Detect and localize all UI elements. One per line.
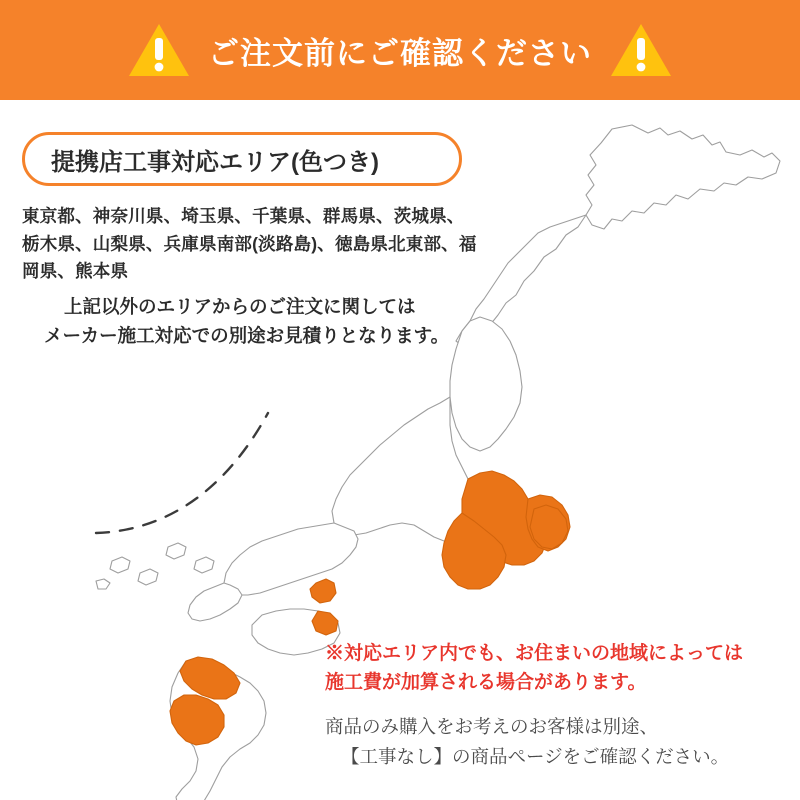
- red-caution-note: [325, 640, 795, 698]
- warning-triangle-icon: [128, 22, 190, 78]
- area-title-label: 提携店工事対応エリア(色つき): [51, 148, 379, 176]
- red-caution-line2: 施工費が加算される場合があります。: [325, 671, 647, 693]
- product-only-note: [325, 712, 795, 771]
- outside-area-note-line1: 上記以外のエリアからのご注文に関しては: [64, 296, 416, 317]
- outside-area-note-line2: メーカー施工対応での別途お見積りとなります。: [44, 324, 450, 346]
- header-banner: [0, 0, 800, 100]
- header-title: ご注文前にご確認ください: [208, 35, 592, 71]
- product-only-line1: 商品のみ購入をお考えのお客様は別途、: [325, 716, 659, 737]
- warning-triangle-icon-right: [610, 22, 672, 78]
- prefecture-list: 東京都、神奈川県、埼玉県、千葉県、群馬県、茨城県、栃木県、山梨県、兵庫県南部(淡路島)、徳島県北東部、福岡県、熊本県: [22, 206, 477, 282]
- outside-area-note: [30, 293, 500, 350]
- area-title-pill: [22, 132, 462, 186]
- product-only-line2: 【工事なし】の商品ページをご確認ください。: [341, 745, 730, 767]
- red-caution-line1: ※対応エリア内でも、お住まいの地域によっては: [325, 643, 744, 664]
